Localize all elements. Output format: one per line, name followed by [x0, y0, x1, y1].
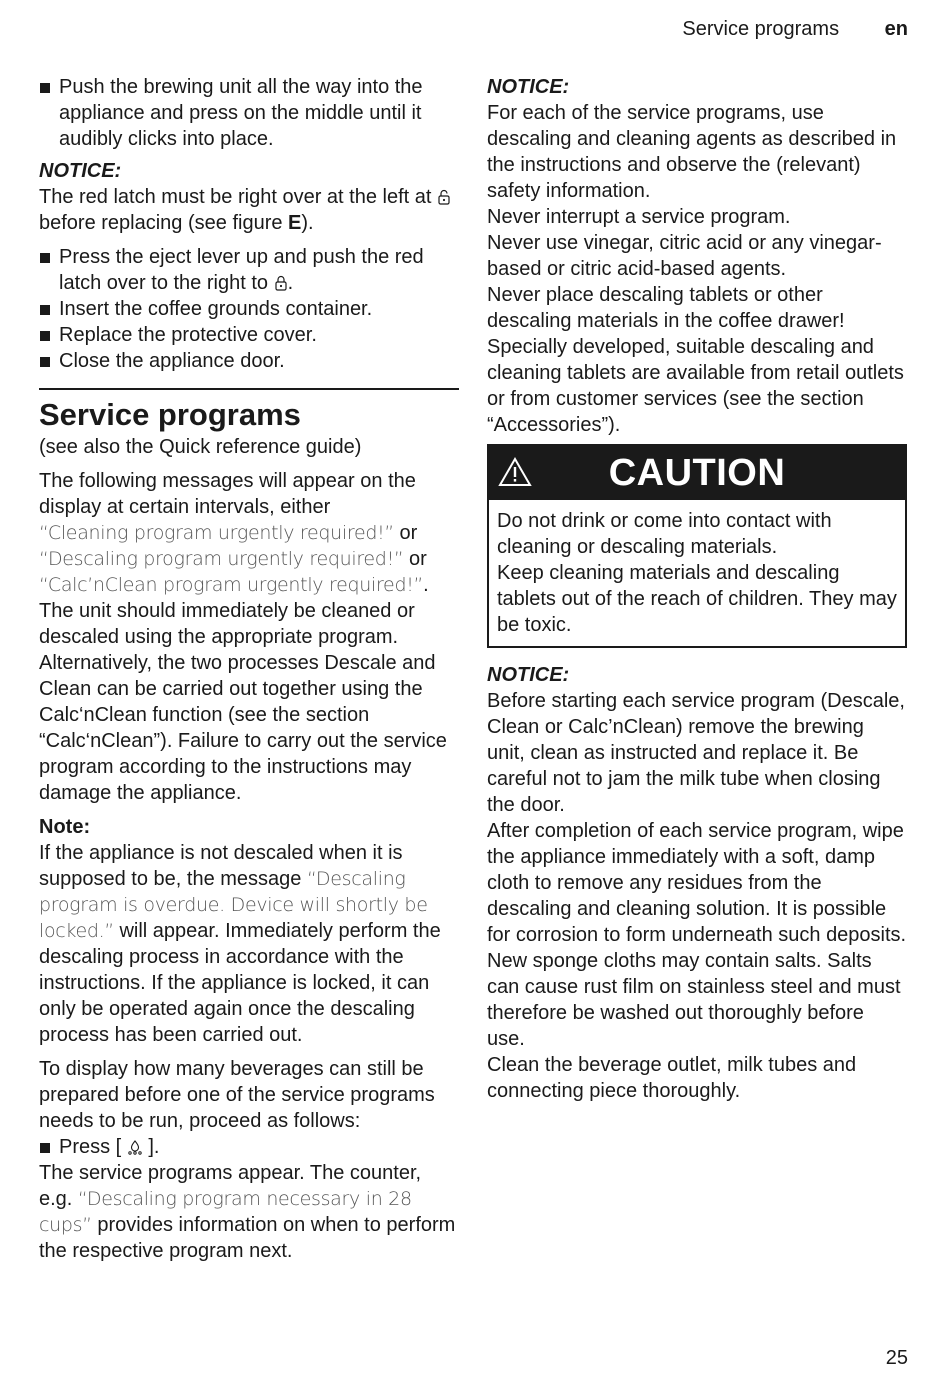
- display-message: “Descaling program necessary in 28 cups”: [39, 1188, 412, 1236]
- notice-label: NOTICE:: [487, 76, 570, 98]
- list-item: Close the appliance door.: [39, 348, 459, 374]
- list-item: Press the eject lever up and push the red latch over to the right to .: [39, 244, 459, 296]
- caution-body: [489, 500, 905, 646]
- intro-list: [39, 74, 459, 152]
- press-list: [39, 1134, 459, 1160]
- steps-list: [39, 244, 459, 374]
- page-number: 25: [885, 1347, 908, 1369]
- left-column: [39, 74, 459, 1264]
- list-item: Push the brewing unit all the way into the appliance and press on the middle until it audibly clicks into place.: [39, 74, 459, 152]
- right-column: [487, 74, 907, 1104]
- notice-label: NOTICE:: [39, 160, 122, 182]
- intro-paragraph: The following messages will appear on the display at certain intervals, either “Cleaning program urgently required!” or “Descaling program urgently required!” or “Calc’nClean program urgently required!”. The unit should immediately be cleaned or descaled using the appropriate program. Alternatively, the two processes Descale and Clean can be carried out together using the Calc‘nClean function (see the section “Calc‘nClean”). Failure to carry out the service program according to the instructions may damage the appliance.: [39, 470, 447, 804]
- display-message: “Cleaning program urgently required!”: [39, 522, 394, 544]
- display-message: “Calc’nClean program urgently required!”: [39, 574, 424, 596]
- notice-line: Before starting each service program (Descale, Clean or Calc’nClean) remove the brewing unit, clean as instructed and replace it. Be careful not to jam the milk tube when closing the door.: [487, 690, 905, 816]
- running-header: [682, 16, 908, 42]
- counter-paragraph: To display how many beverages can still be prepared before one of the service programs needs to be run, proceed as follows:: [39, 1058, 435, 1132]
- section-divider: [39, 388, 459, 390]
- figure-ref: E: [288, 212, 302, 234]
- notice-line: Clean the beverage outlet, milk tubes and connecting piece thoroughly.: [487, 1054, 857, 1102]
- notice-line: After completion of each service program, wipe the appliance immediately with a soft, damp cloth to remove any residues from the descaling and cleaning solution. It is possible for corrosion to form underneath such deposits.: [487, 820, 907, 946]
- display-message: “Descaling program urgently required!”: [39, 548, 404, 570]
- list-item: Press [ ].: [39, 1134, 459, 1160]
- caution-line: Keep cleaning materials and descaling tablets out of the reach of children. They may be toxic.: [497, 562, 897, 636]
- header-language: en: [884, 18, 908, 40]
- notice-line: For each of the service programs, use descaling and cleaning agents as described in the instructions and observe the (relevant) safety information.: [487, 102, 897, 202]
- notice-line: Never interrupt a service program.: [487, 206, 791, 228]
- see-also-text: (see also the Quick reference guide): [39, 436, 362, 458]
- caution-header: [489, 446, 905, 500]
- list-item: Replace the protective cover.: [39, 322, 459, 348]
- list-item: Insert the coffee grounds container.: [39, 296, 459, 322]
- caution-line: Do not drink or come into contact with cleaning or descaling materials.: [497, 510, 832, 558]
- notice-line: Never place descaling tablets or other descaling materials in the coffee drawer!: [487, 284, 845, 332]
- notice-text: The red latch must be right over at the left at before replacing (see figure E).: [39, 184, 459, 236]
- note-label: Note:: [39, 816, 91, 838]
- caution-title: CAUTION: [608, 452, 786, 494]
- notice-line: New sponge cloths may contain salts. Salts can cause rust film on stainless steel and must therefore be washed out thoroughly before use.: [487, 950, 901, 1050]
- note-text: If the appliance is not descaled when it is supposed to be, the message “Descaling program is overdue. Device will shortly be locked.” will appear. Immediately perform the descaling process in accordance with the instructions. If the appliance is locked, it can only be operated again once the descaling process has been carried out.: [39, 842, 441, 1046]
- notice-label: NOTICE:: [487, 664, 570, 686]
- counter-result-text: The service programs appear. The counter, e.g. “Descaling program necessary in 28 cups” provides information on when to perform the respective program next.: [39, 1162, 456, 1262]
- notice-line: Never use vinegar, citric acid or any vinegar-based or citric acid-based agents.: [487, 232, 882, 280]
- display-message: “Descaling program is overdue. Device will shortly be locked.”: [39, 868, 428, 942]
- section-heading: Service programs: [39, 397, 301, 432]
- caution-box: [487, 444, 907, 648]
- header-section-title: Service programs: [682, 18, 840, 40]
- notice-line: Specially developed, suitable descaling and cleaning tablets are available from retail outlets or from customer services (see the section “Accessories”).: [487, 336, 904, 436]
- lock-open-icon: [437, 189, 451, 205]
- service-care-icon: [127, 1139, 143, 1155]
- lock-closed-icon: [274, 275, 288, 291]
